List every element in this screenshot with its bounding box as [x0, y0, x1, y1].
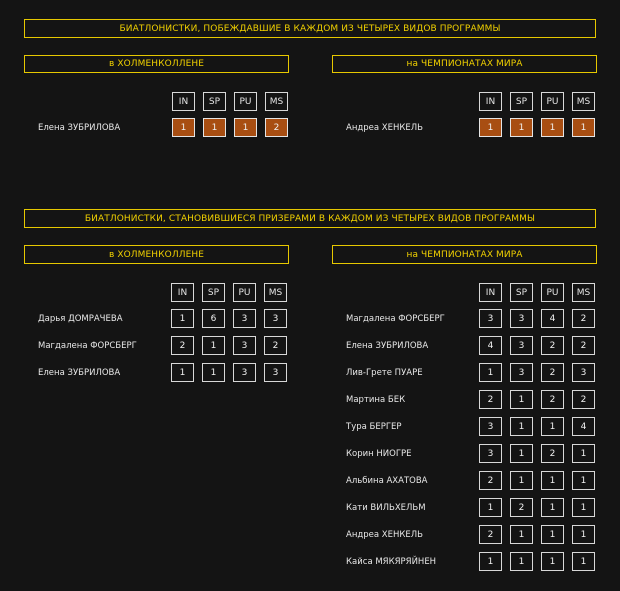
place-cell-sp: 1 — [510, 552, 533, 571]
place-cell-sp: 1 — [510, 471, 533, 490]
place-cell-ms: 1 — [572, 552, 595, 571]
place-cell-sp: 3 — [510, 363, 533, 382]
place-cell-pu: 3 — [233, 336, 256, 355]
column-header-sp: SP — [202, 283, 225, 302]
column-header-sp: SP — [203, 92, 226, 111]
column-header-ms: MS — [264, 283, 287, 302]
place-cell-in: 4 — [479, 336, 502, 355]
place-cell-ms: 2 — [264, 336, 287, 355]
place-cell-pu: 3 — [233, 309, 256, 328]
place-cell-in: 1 — [172, 118, 195, 137]
athlete-name: Елена ЗУБРИЛОВА — [38, 367, 121, 378]
athlete-name: Магдалена ФОРСБЕРГ — [346, 313, 445, 324]
athlete-name: Мартина БЕК — [346, 394, 406, 405]
place-cell-pu: 3 — [233, 363, 256, 382]
place-cell-sp: 2 — [510, 498, 533, 517]
athlete-name: Кайса МЯКЯРЯЙНЕН — [346, 556, 437, 567]
column-header-sp: SP — [510, 283, 533, 302]
athlete-name: Кати ВИЛЬХЕЛЬМ — [346, 502, 426, 513]
place-cell-ms: 2 — [265, 118, 288, 137]
section2-left-title: в ХОЛМЕНКОЛЛЕНЕ — [24, 245, 289, 264]
place-cell-pu: 1 — [234, 118, 257, 137]
column-header-in: IN — [171, 283, 194, 302]
place-cell-ms: 1 — [572, 525, 595, 544]
section1-left-title: в ХОЛМЕНКОЛЛЕНЕ — [24, 55, 289, 73]
place-cell-pu: 2 — [541, 363, 564, 382]
place-cell-in: 3 — [479, 417, 502, 436]
place-cell-in: 3 — [479, 444, 502, 463]
place-cell-in: 2 — [171, 336, 194, 355]
place-cell-in: 1 — [479, 498, 502, 517]
place-cell-sp: 1 — [510, 390, 533, 409]
column-header-in: IN — [172, 92, 195, 111]
column-header-pu: PU — [233, 283, 256, 302]
place-cell-in: 1 — [171, 309, 194, 328]
place-cell-ms: 4 — [572, 417, 595, 436]
section1-right-title: на ЧЕМПИОНАТАХ МИРА — [332, 55, 597, 73]
column-header-in: IN — [479, 283, 502, 302]
athlete-name: Андреа ХЕНКЕЛЬ — [346, 122, 423, 133]
column-header-pu: PU — [541, 92, 564, 111]
column-header-pu: PU — [541, 283, 564, 302]
athlete-name: Елена ЗУБРИЛОВА — [38, 122, 121, 133]
place-cell-sp: 3 — [510, 309, 533, 328]
athlete-name: Корин НИОГРЕ — [346, 448, 412, 459]
place-cell-pu: 4 — [541, 309, 564, 328]
place-cell-in: 1 — [479, 118, 502, 137]
column-header-ms: MS — [265, 92, 288, 111]
place-cell-ms: 2 — [572, 390, 595, 409]
column-header-pu: PU — [234, 92, 257, 111]
place-cell-pu: 1 — [541, 471, 564, 490]
column-header-ms: MS — [572, 92, 595, 111]
place-cell-pu: 1 — [541, 552, 564, 571]
place-cell-sp: 1 — [510, 118, 533, 137]
place-cell-in: 1 — [479, 552, 502, 571]
place-cell-pu: 2 — [541, 390, 564, 409]
place-cell-in: 2 — [479, 390, 502, 409]
place-cell-sp: 1 — [510, 417, 533, 436]
place-cell-pu: 1 — [541, 498, 564, 517]
place-cell-in: 1 — [171, 363, 194, 382]
athlete-name: Магдалена ФОРСБЕРГ — [38, 340, 137, 351]
athlete-name: Андреа ХЕНКЕЛЬ — [346, 529, 423, 540]
athlete-name: Тура БЕРГЕР — [346, 421, 402, 432]
place-cell-sp: 1 — [202, 336, 225, 355]
place-cell-in: 1 — [479, 363, 502, 382]
athlete-name: Лив-Грете ПУАРЕ — [346, 367, 423, 378]
place-cell-pu: 2 — [541, 336, 564, 355]
athlete-name: Елена ЗУБРИЛОВА — [346, 340, 429, 351]
column-header-in: IN — [479, 92, 502, 111]
place-cell-sp: 6 — [202, 309, 225, 328]
section2-right-title: на ЧЕМПИОНАТАХ МИРА — [332, 245, 597, 264]
place-cell-ms: 3 — [264, 309, 287, 328]
place-cell-ms: 1 — [572, 498, 595, 517]
place-cell-pu: 2 — [541, 444, 564, 463]
athlete-name: Дарья ДОМРАЧЕВА — [38, 313, 123, 324]
place-cell-ms: 1 — [572, 471, 595, 490]
place-cell-pu: 1 — [541, 417, 564, 436]
place-cell-sp: 1 — [510, 525, 533, 544]
place-cell-ms: 1 — [572, 444, 595, 463]
place-cell-pu: 1 — [541, 525, 564, 544]
place-cell-ms: 3 — [572, 363, 595, 382]
section2-title: БИАТЛОНИСТКИ, СТАНОВИВШИЕСЯ ПРИЗЕРАМИ В КАЖДОМ ИЗ ЧЕТЫРЕХ ВИДОВ ПРОГРАММЫ — [24, 209, 596, 228]
place-cell-sp: 1 — [202, 363, 225, 382]
place-cell-ms: 3 — [264, 363, 287, 382]
place-cell-sp: 3 — [510, 336, 533, 355]
place-cell-ms: 2 — [572, 336, 595, 355]
place-cell-ms: 1 — [572, 118, 595, 137]
column-header-sp: SP — [510, 92, 533, 111]
column-header-ms: MS — [572, 283, 595, 302]
place-cell-in: 3 — [479, 309, 502, 328]
place-cell-sp: 1 — [510, 444, 533, 463]
place-cell-sp: 1 — [203, 118, 226, 137]
place-cell-in: 2 — [479, 471, 502, 490]
place-cell-pu: 1 — [541, 118, 564, 137]
athlete-name: Альбина АХАТОВА — [346, 475, 428, 486]
place-cell-in: 2 — [479, 525, 502, 544]
section1-title: БИАТЛОНИСТКИ, ПОБЕЖДАВШИЕ В КАЖДОМ ИЗ ЧЕТЫРЕХ ВИДОВ ПРОГРАММЫ — [24, 19, 596, 38]
place-cell-ms: 2 — [572, 309, 595, 328]
